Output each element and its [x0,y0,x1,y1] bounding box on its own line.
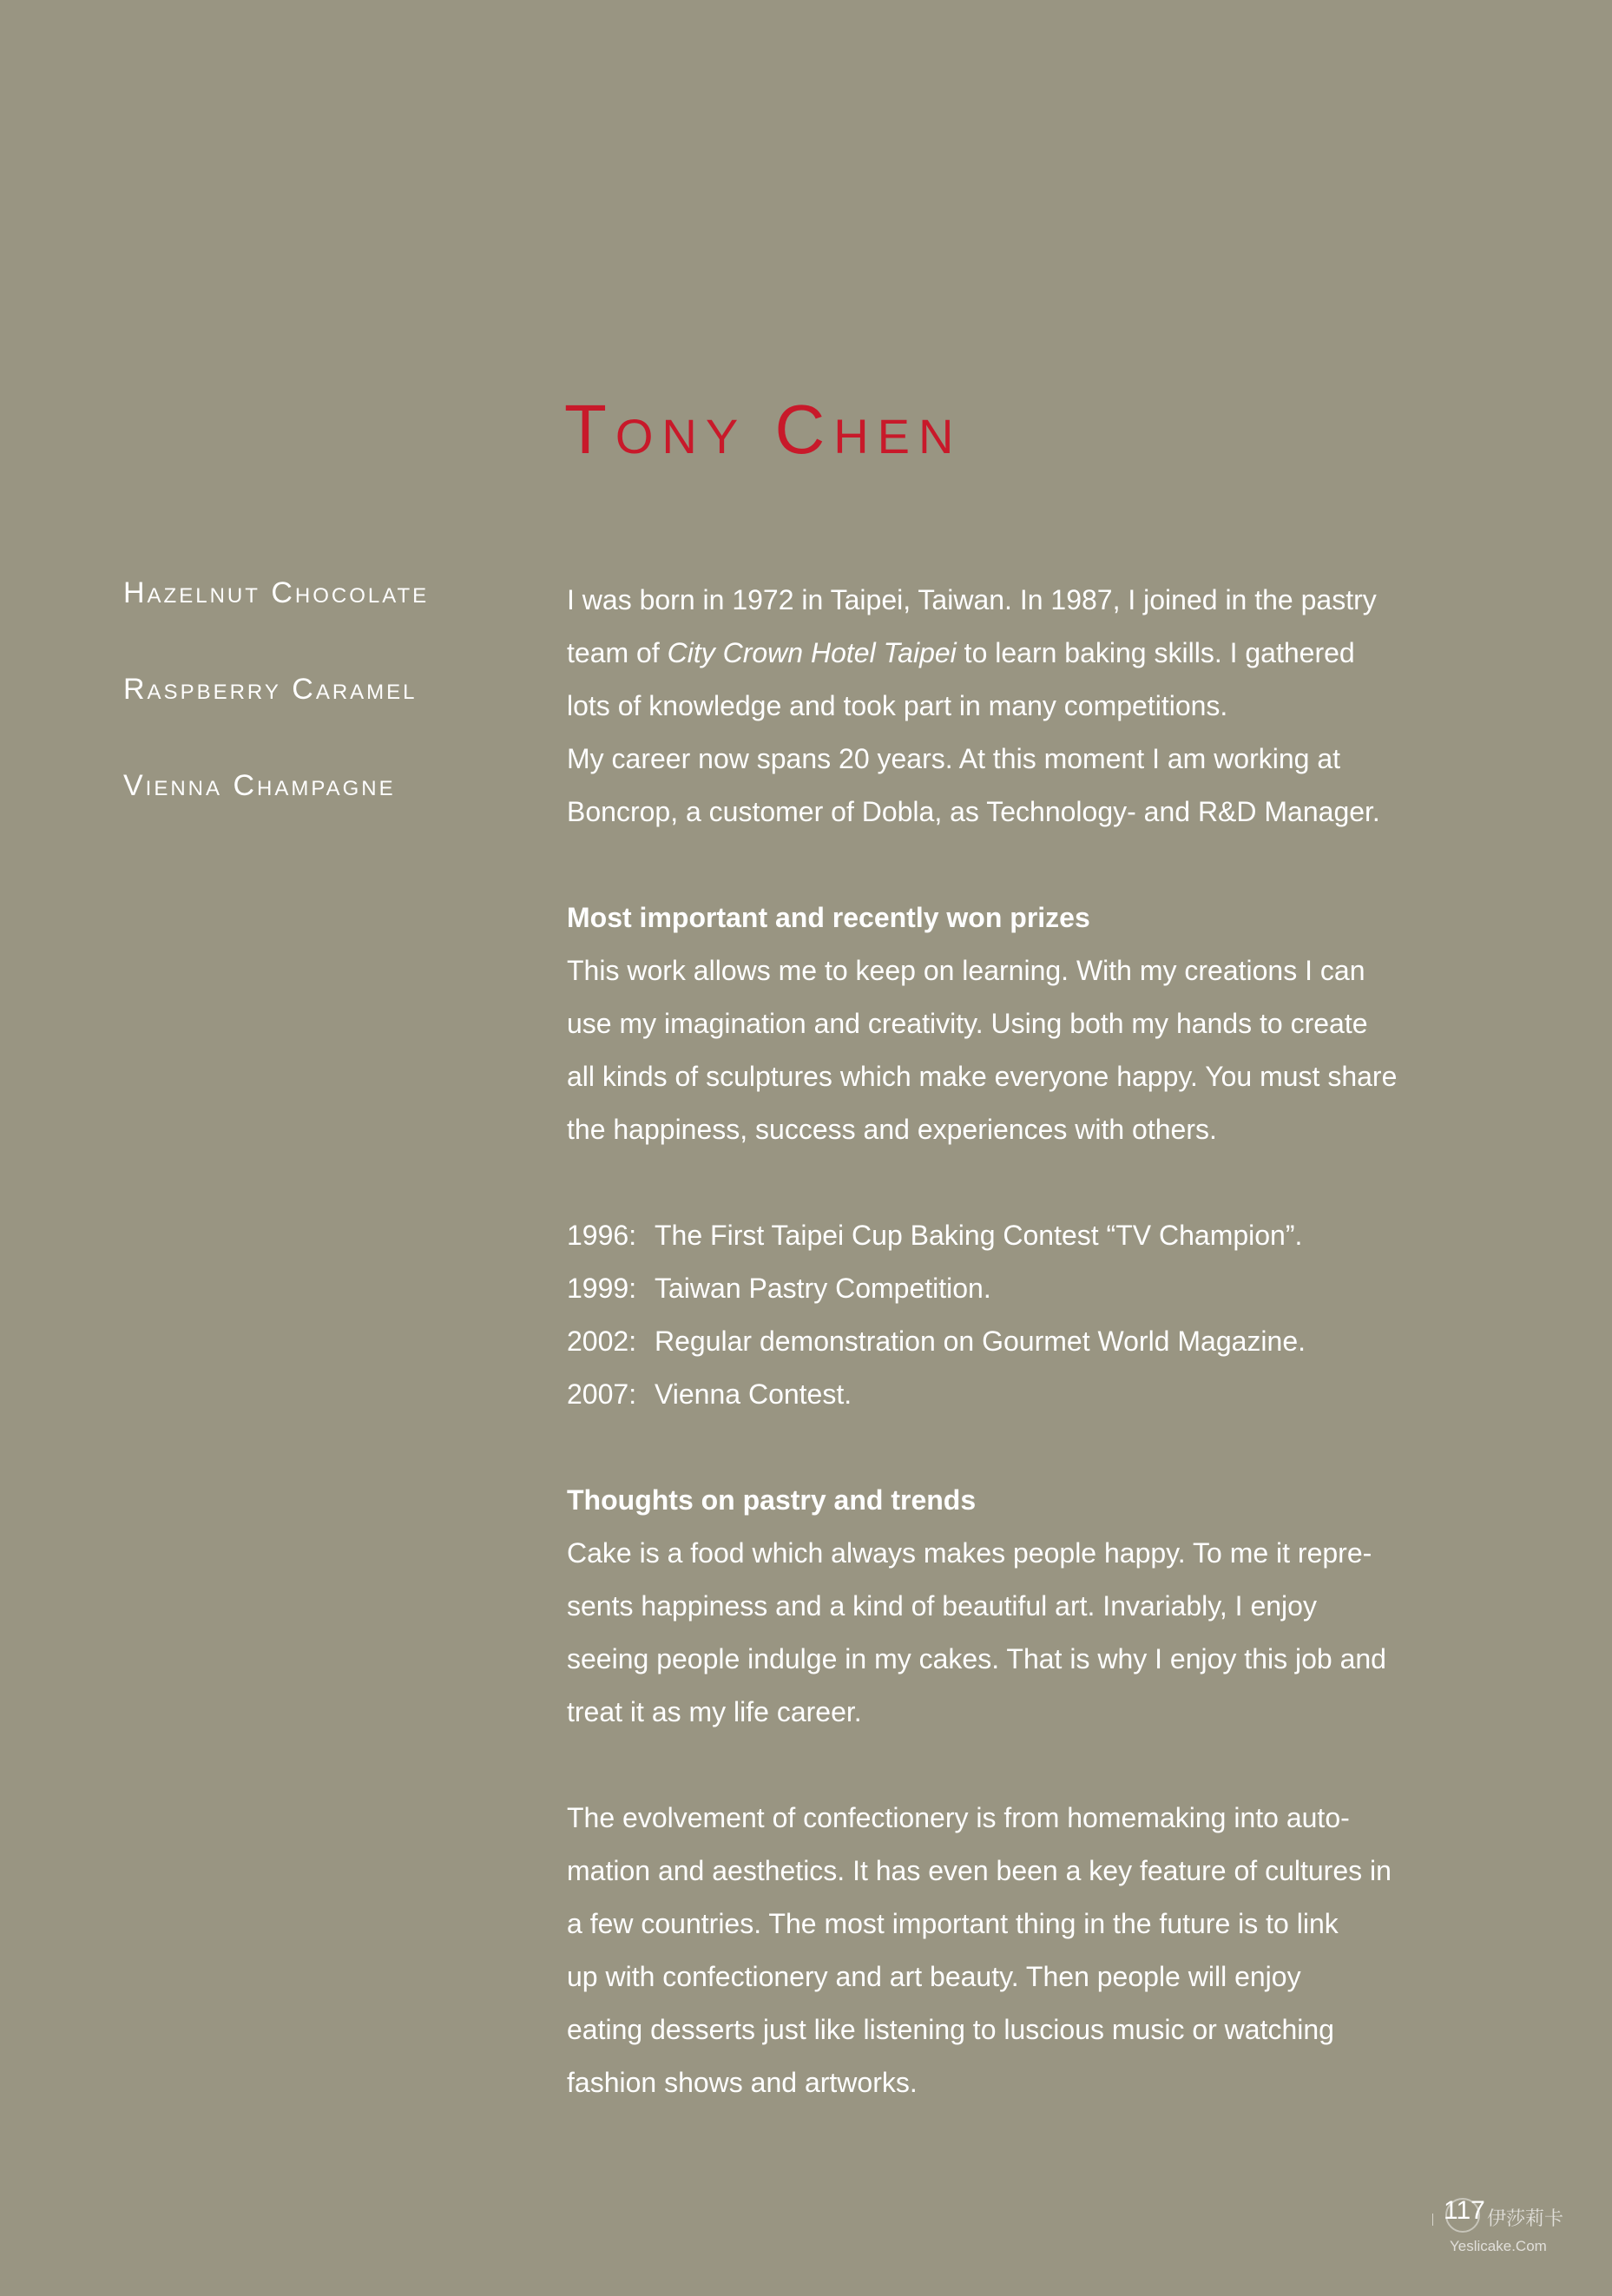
prizes-heading: Most important and recently won prizes [567,902,1090,933]
prizes-text-line: use my imagination and creativity. Using both my hands to create [567,1008,1368,1039]
biography-body [567,574,1496,2109]
spacer [567,1156,1496,1209]
thoughts-text-line: Cake is a food which always makes people happy. To me it repre- [567,1537,1372,1569]
thoughts-text-line: sents happiness and a kind of beautiful art. Invariably, I enjoy [567,1590,1317,1622]
prize-entry [567,1315,1496,1368]
prize-entry [567,1368,1496,1421]
recipe-list [123,575,429,864]
page-footer [1428,2198,1576,2267]
intro-line: lots of knowledge and took part in many competitions. [567,690,1228,721]
prize-entry [567,1262,1496,1315]
prize-text: The First Taipei Cup Baking Contest “TV Champion”. [655,1220,1303,1251]
prize-year: 2007: [567,1378,637,1410]
prize-text: Regular demonstration on Gourmet World Magazine. [655,1326,1306,1357]
prizes-text-line: the happiness, success and experiences with others. [567,1114,1217,1145]
prize-text: Taiwan Pastry Competition. [655,1273,991,1304]
page-title: Tony Chen [564,391,963,468]
intro-line: Boncrop, a customer of Dobla, as Technology- and R&D Manager. [567,796,1380,827]
hotel-name: City Crown Hotel Taipei [667,637,957,668]
prize-year: 1999: [567,1273,637,1304]
spacer [567,839,1496,891]
prizes-text-line: This work allows me to keep on learning. With my creations I can [567,955,1365,986]
recipe-item: Raspberry Caramel [123,673,418,706]
spacer [567,1739,1496,1792]
prize-entry [567,1209,1496,1262]
prize-year: 2002: [567,1326,637,1357]
intro-text: team of [567,637,668,668]
watermark-url: Yeslicake.Com [1450,2238,1547,2254]
thoughts-text-line: treat it as my life career. [567,1696,862,1727]
thoughts-text-line: a few countries. The most important thing in the future is to link [567,1908,1339,1939]
thoughts-text-line: up with confectionery and art beauty. Then people will enjoy [567,1961,1301,1992]
thoughts-heading: Thoughts on pastry and trends [567,1484,977,1516]
intro-line: I was born in 1972 in Taipei, Taiwan. In 1987, I joined in the pastry [567,584,1377,615]
prize-year: 1996: [567,1220,637,1251]
prizes-text-line: all kinds of sculptures which make everyone happy. You must share [567,1061,1398,1092]
thoughts-text-line: mation and aesthetics. It has even been a key feature of cultures in [567,1855,1392,1886]
recipe-item: Hazelnut Chocolate [123,576,430,609]
intro-text: to learn baking skills. I gathered [956,637,1355,668]
page-number: 117 [1444,2196,1485,2225]
thoughts-text-line: The evolvement of confectionery is from homemaking into auto- [567,1802,1350,1833]
intro-line: My career now spans 20 years. At this moment I am working at [567,743,1341,774]
thoughts-text-line: fashion shows and artworks. [567,2067,918,2098]
intro-line [567,627,1496,680]
spacer [567,1421,1496,1474]
footer-divider [1432,2214,1433,2226]
thoughts-text-line: eating desserts just like listening to luscious music or watching [567,2014,1334,2045]
thoughts-text-line: seeing people indulge in my cakes. That is why I enjoy this job and [567,1643,1386,1674]
watermark-name: 伊莎莉卡 [1487,2208,1564,2230]
recipe-item: Vienna Champagne [123,769,396,802]
prize-text: Vienna Contest. [655,1378,852,1410]
